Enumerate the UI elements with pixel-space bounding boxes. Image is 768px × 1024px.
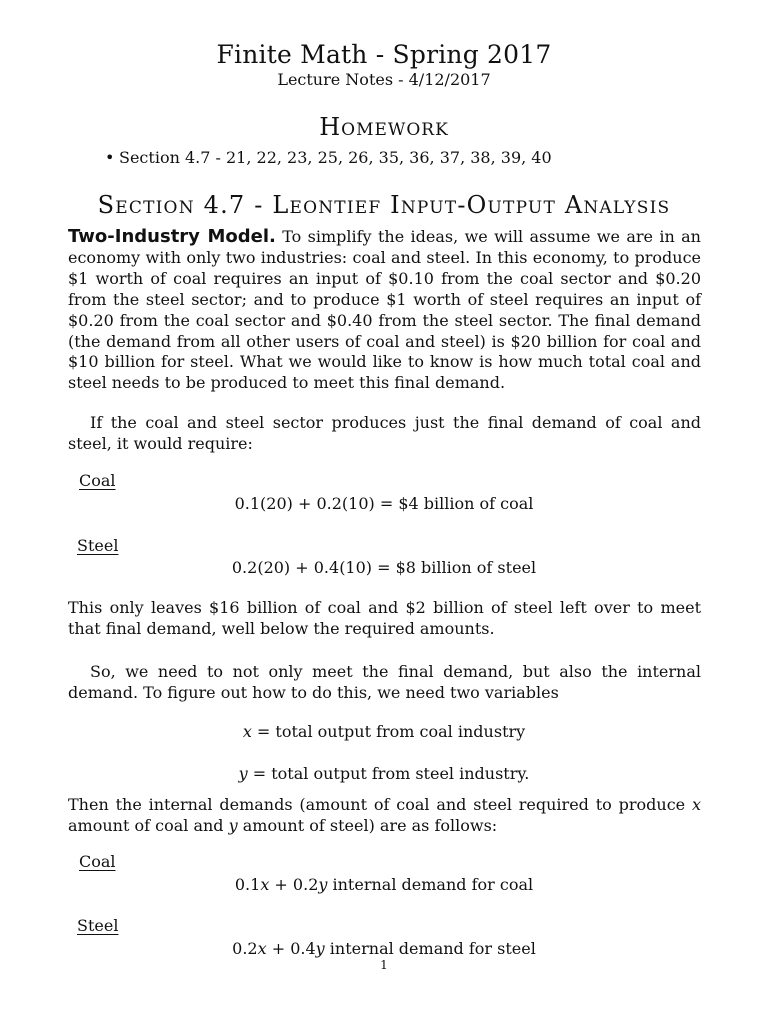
equation-coal-demand: 0.1(20) + 0.2(10) = $4 billion of coal: [234, 494, 534, 513]
text-run: + 0.2: [269, 875, 319, 894]
var-x: x: [257, 939, 267, 958]
label-coal: Coal: [79, 852, 116, 871]
var-y: y: [238, 764, 248, 783]
label-steel: Steel: [77, 916, 119, 935]
text-run: + 0.4: [266, 939, 316, 958]
document-title: Finite Math - Spring 2017: [216, 40, 552, 69]
paragraph-text: To simplify the ideas, we will assume we are in an economy with only two industries: coal and steel. In this economy, to produce $1 worth of coal requires an input of $0.10 from the coal sector and $0.20 from the steel sector; and to produce $1 worth of steel requires an input of $0.20 from the coal sector and $0.40 from the steel sector. The final demand (the demand from all other users of coal and steel) is $20 billion for coal and $10 billion for steel. What we would like to know is how much total coal and steel needs to be produced to meet this final demand.: [68, 227, 701, 393]
equation-y-definition: [0, 764, 768, 783]
equation-y-text: = total output from steel industry.: [247, 764, 530, 783]
bullet-icon: •: [105, 148, 115, 167]
text-run: 0.1: [234, 875, 261, 894]
text-run: amount of steel) are as follows:: [237, 815, 498, 835]
paragraph-leftover: This only leaves $16 billion of coal and $2 billion of steel left over to meet that final demand, well below the required amounts.: [68, 598, 701, 638]
text-run: 0.2: [232, 939, 258, 958]
var-x: x: [260, 875, 270, 894]
section-heading: Section 4.7 - Leontief Input-Output Analysis: [97, 191, 671, 219]
equation-x-text: = total output from coal industry: [251, 722, 526, 741]
label-steel: Steel: [77, 536, 119, 555]
text-run: internal demand for steel: [324, 939, 536, 958]
paragraph-variables: So, we need to not only meet the final demand, but also the internal demand. To figure out how to do this, we need two variables: [68, 662, 701, 702]
label-coal: Coal: [79, 471, 116, 490]
var-y: y: [318, 875, 328, 894]
page-number: 1: [380, 958, 388, 972]
equation-steel-internal: [0, 939, 768, 958]
var-y: y: [228, 815, 238, 835]
paragraph-lead: Two-Industry Model.: [68, 226, 276, 247]
var-y: y: [315, 939, 325, 958]
paragraph-internal-demands: [68, 795, 701, 837]
homework-heading: Homework: [319, 113, 449, 141]
paragraph-final-demand: If the coal and steel sector produces just the final demand of coal and steel, it would require:: [68, 413, 701, 453]
homework-list: [105, 148, 552, 167]
text-run: internal demand for coal: [327, 875, 534, 894]
var-x: x: [242, 722, 252, 741]
var-x: x: [691, 795, 701, 814]
equation-coal-internal: [0, 875, 768, 894]
document-subtitle: Lecture Notes - 4/12/2017: [277, 70, 491, 89]
equation-x-definition: [0, 722, 768, 741]
text-run: amount of coal and: [68, 815, 229, 835]
list-item: [105, 148, 552, 167]
homework-item-text: Section 4.7 - 21, 22, 23, 25, 26, 35, 36, 37, 38, 39, 40: [119, 148, 552, 167]
text-run: Then the internal demands (amount of coal and steel required to produce: [68, 795, 692, 814]
equation-steel-demand: 0.2(20) + 0.4(10) = $8 billion of steel: [231, 558, 537, 577]
paragraph-two-industry-model: [68, 227, 701, 394]
